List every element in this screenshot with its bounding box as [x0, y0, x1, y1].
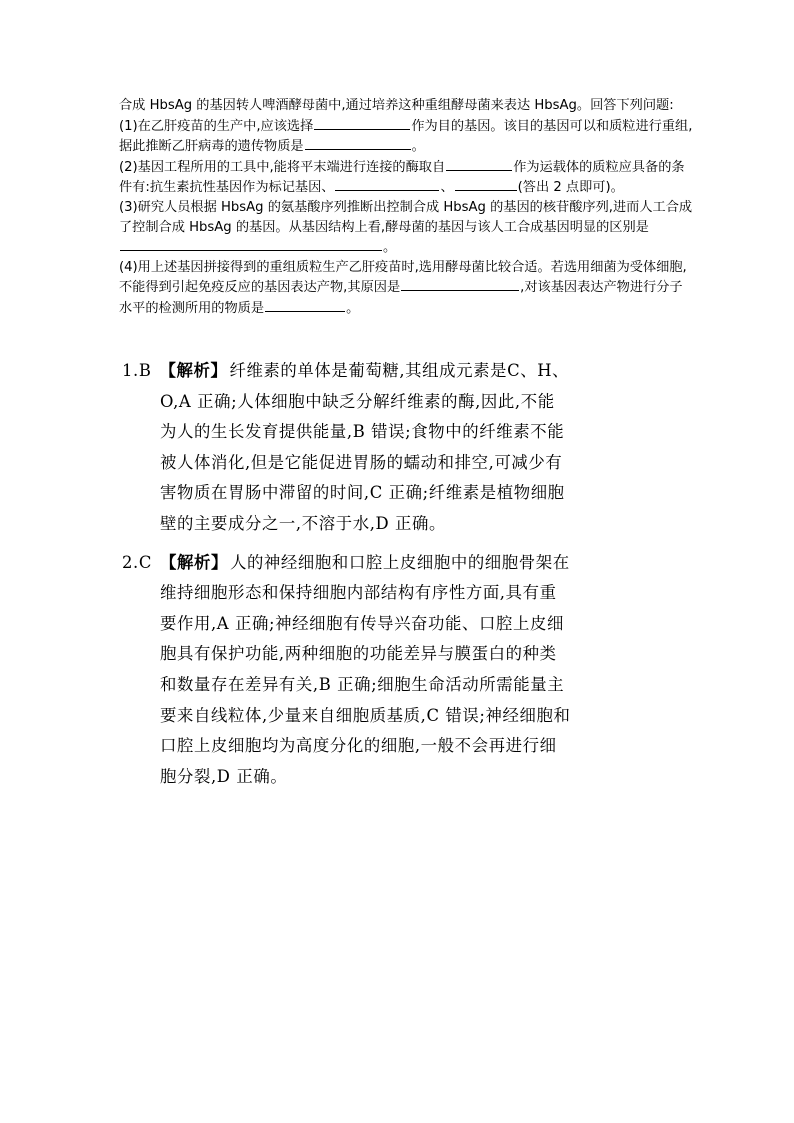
answer-blank[interactable]: [455, 177, 517, 191]
answer-number: 2.C: [122, 552, 152, 572]
answer-blank[interactable]: [446, 157, 512, 171]
question-intro: 合成 HbsAg 的基因转人啤酒酵母菌中,通过培养这种重组酵母菌来表达 HbsAg。回答下列问题:: [119, 98, 674, 113]
question-part-4: (4)用上述基因拼接得到的重组质粒生产乙肝疫苗时,选用酵母菌比较合适。若选用细菌为受体细胞,不能得到引起免疫反应的基因表达产物,其原因是 ,对该基因表达产物进行分子水平的检测所用的物质是 。: [119, 259, 687, 316]
answer-number: 1.B: [122, 361, 152, 380]
answer-item-1: [122, 356, 571, 540]
question-part-3: (3)研究人员根据 HbsAg 的氨基酸序列推断出控制合成 HbsAg 的基因的核苷酸序列,进而人工合成了控制合成 HbsAg 的基因。从基因结构上看,酵母菌的基因与该人工合成基因明显的区别是。: [119, 199, 693, 256]
answer-text: 纤维素的单体是葡萄糖,其组成元素是C、H、O,A 正确;人体细胞中缺乏分解纤维素的酶,因此,不能为人的生长发育提供能量,B 错误;食物中的纤维素不能被人体消化,但是它能促进胃肠的蠕动和排空,可减少有害物质在胃肠中滞留的时间,C 正确;纤维素是植物细胞壁的主要成分之一,不溶于水,D 正确。: [160, 361, 570, 533]
answer-blank[interactable]: [401, 277, 519, 291]
answer-blank[interactable]: [305, 136, 411, 150]
question-block: [119, 96, 693, 319]
answer-item-2: [122, 548, 571, 793]
analysis-tag: 【解析】: [159, 361, 228, 380]
answer-blank[interactable]: [335, 177, 439, 191]
answer-explanations: [122, 356, 571, 800]
question-part-1: (1)在乙肝疫苗的生产中,应该选择 作为目的基因。该目的基因可以和质粒进行重组,据此推断乙肝病毒的遗传物质是 。: [119, 116, 693, 157]
answer-text: 人的神经细胞和口腔上皮细胞中的细胞骨架在维持细胞形态和保持细胞内部结构有序性方面,具有重要作用,A 正确;神经细胞有传导兴奋功能、口腔上皮细胞具有保护功能,两种细胞的功能差异与膜蛋白的种类和数量存在差异有关,B 正确;细胞生命活动所需能量主要来自线粒体,少量来自细胞质基质,C 错误;神经细胞和口腔上皮细胞均为高度分化的细胞,一般不会再进行细胞分裂,D 正确。: [160, 552, 571, 786]
question-part-2: (2)基因工程所用的工具中,能将平末端进行连接的酶取自 作为运载体的质粒应具备的条件有:抗生素抗性基因作为标记基因、 、 (答出 2 点即可)。: [119, 157, 693, 198]
answer-blank[interactable]: [265, 298, 345, 312]
analysis-tag: 【解析】: [159, 552, 228, 572]
answer-blank[interactable]: [314, 116, 410, 130]
answer-blank[interactable]: [120, 237, 382, 251]
